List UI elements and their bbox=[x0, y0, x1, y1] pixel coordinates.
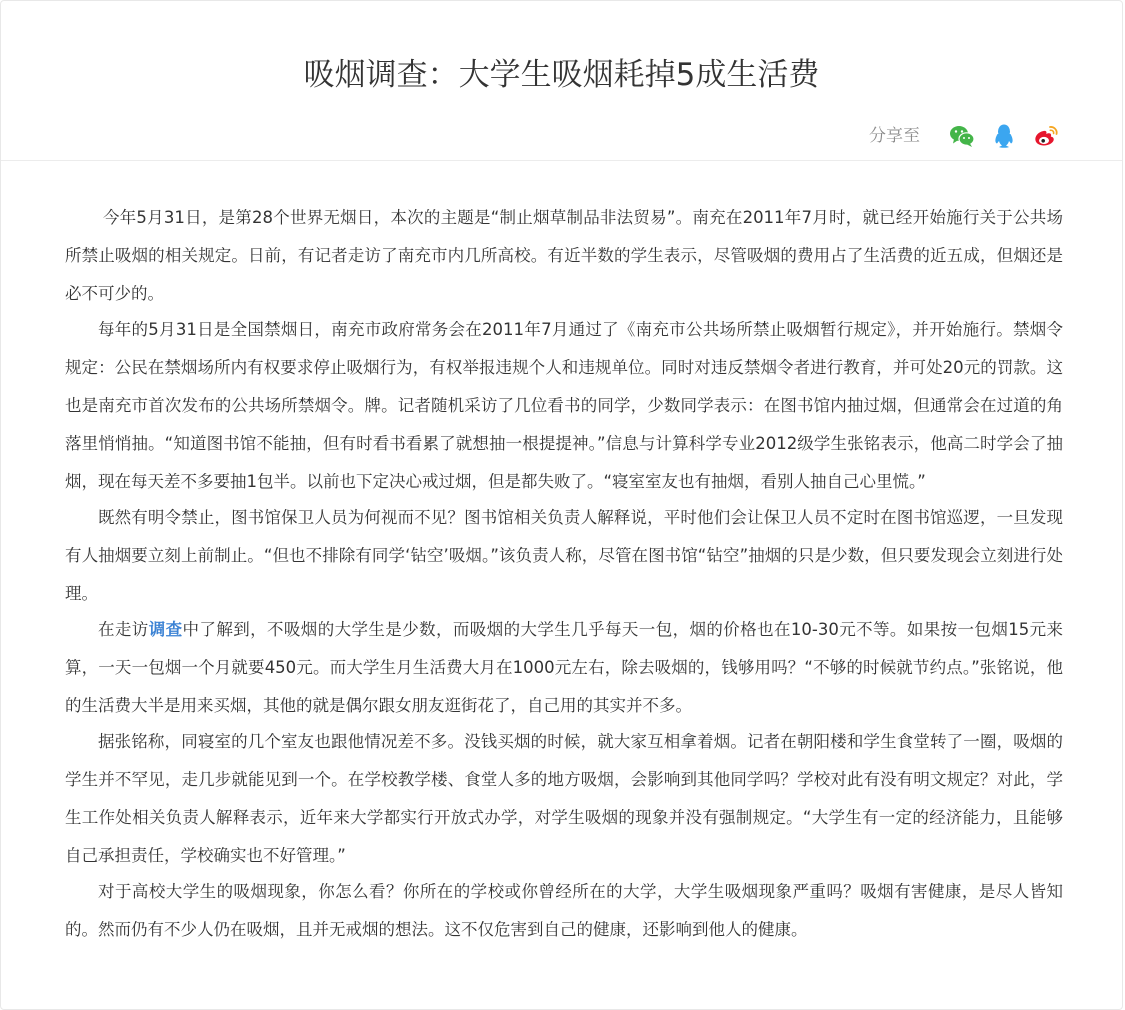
paragraph-text: 在走访 bbox=[98, 620, 149, 639]
article-header bbox=[1, 1, 1122, 161]
wechat-icon[interactable] bbox=[948, 122, 976, 150]
weibo-icon[interactable] bbox=[1032, 122, 1060, 150]
paragraph: 每年的5月31日是全国禁烟日，南充市政府常务会在2011年7月通过了《南充市公共场所禁止吸烟暂行规定》，并开始施行。禁烟令规定：公民在禁烟场所内有权要求停止吸烟行为，有权举报违规个人和违规单位。同时对违反禁烟令者进行教育，并可处20元的罚款。这也是南充市首次发布的公共场所禁烟令。牌。记者随机采访了几位看书的同学，少数同学表示：在图书馆内抽过烟，但通常会在过道的角落里悄悄抽。“知道图书馆不能抽，但有时看书看累了就想抽一根提提神。”信息与计算科学专业2012级学生张铭表示，他高二时学会了抽烟，现在每天差不多要抽1包半。以前也下定决心戒过烟，但是都失败了。“寝室室友也有抽烟，看别人抽自己心里慌。” bbox=[65, 320, 1063, 491]
paragraph: 今年5月31日，是第28个世界无烟日，本次的主题是“制止烟草制品非法贸易”。南充在2011年7月时，就已经开始施行关于公共场所禁止吸烟的相关规定。日前，有记者走访了南充市内几所高校。有近半数的学生表示，尽管吸烟的费用占了生活费的近五成，但烟还是必不可少的。 bbox=[65, 208, 1063, 303]
qq-icon[interactable] bbox=[990, 122, 1018, 150]
share-bar bbox=[869, 121, 1060, 151]
share-label: 分享至 bbox=[869, 126, 920, 146]
paragraph: 既然有明令禁止，图书馆保卫人员为何视而不见？图书馆相关负责人解释说，平时他们会让保卫人员不定时在图书馆巡逻，一旦发现有人抽烟要立刻上前制止。“但也不排除有同学‘钻空’吸烟。”该负责人称，尽管在图书馆“钻空”抽烟的只是少数，但只要发现会立刻进行处理。 bbox=[65, 508, 1063, 603]
article-body bbox=[65, 199, 1063, 949]
paragraph: 据张铭称，同寝室的几个室友也跟他情况差不多。没钱买烟的时候，就大家互相拿着烟。记者在朝阳楼和学生食堂转了一圈，吸烟的学生并不罕见，走几步就能见到一个。在学校教学楼、食堂人多的地方吸烟，会影响到其他同学吗？学校对此有没有明文规定？对此，学生工作处相关负责人解释表示，近年来大学都实行开放式办学，对学生吸烟的现象并没有强制规定。“大学生有一定的经济能力，且能够自己承担责任，学校确实也不好管理。” bbox=[65, 732, 1063, 865]
paragraph-text: 中了解到，不吸烟的大学生是少数，而吸烟的大学生几乎每天一包，烟的价格也在10-30元不等。如果按一包烟15元来算，一天一包烟一个月就要450元。而大学生月生活费大月在1000元左右，除去吸烟的，钱够用吗？“不够的时候就节约点。”张铭说，他的生活费大半是用来买烟，其他的就是偶尔跟女朋友逛街花了，自己用的其实并不多。 bbox=[65, 620, 1064, 715]
keyword-link-survey[interactable]: 调查 bbox=[148, 620, 183, 639]
article-title: 吸烟调查：大学生吸烟耗掉5成生活费 bbox=[303, 57, 820, 93]
paragraph: 对于高校大学生的吸烟现象，你怎么看？你所在的学校或你曾经所在的大学，大学生吸烟现象严重吗？吸烟有害健康，是尽人皆知的。然而仍有不少人仍在吸烟，且并无戒烟的想法。这不仅危害到自己的健康，还影响到他人的健康。 bbox=[65, 882, 1063, 939]
paragraph bbox=[65, 611, 1063, 725]
